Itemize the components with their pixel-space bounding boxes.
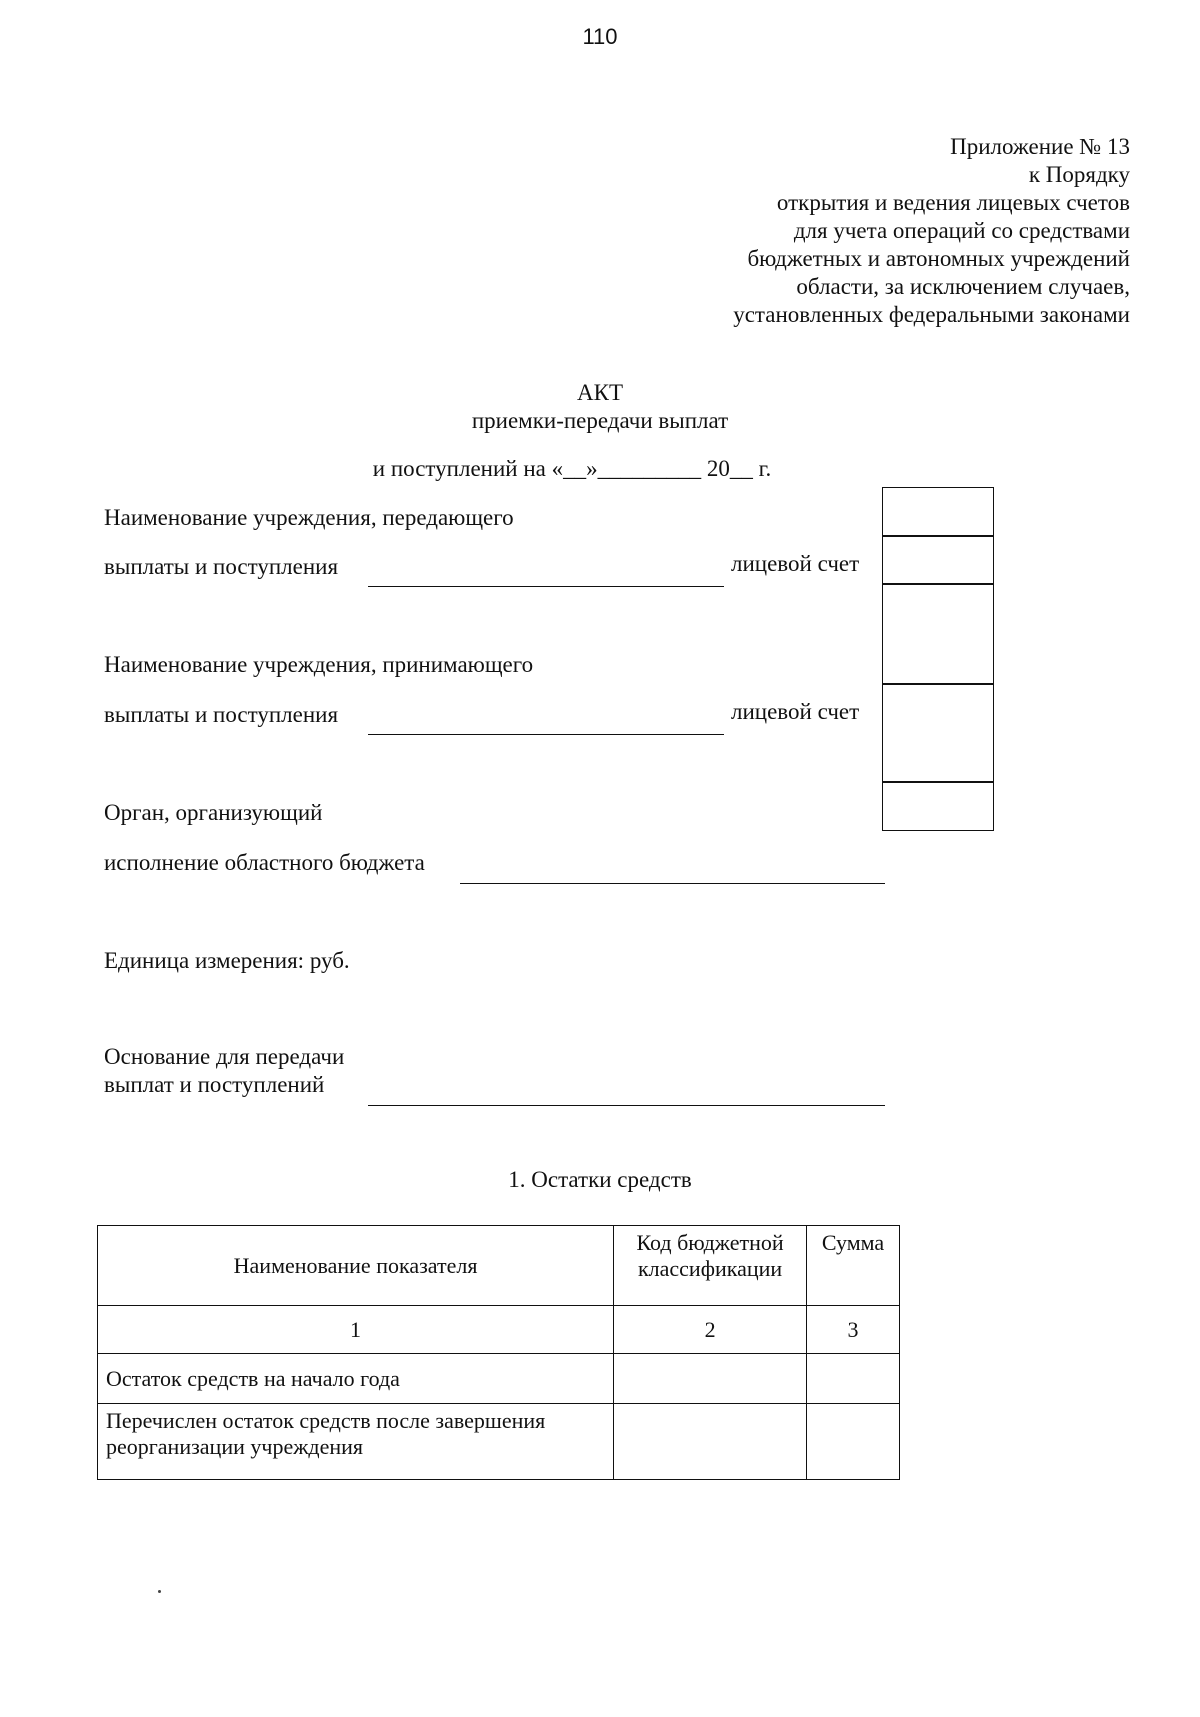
receiving-label-cont: выплаты и поступления [104, 702, 339, 727]
document-title: АКТ [577, 380, 623, 405]
header-budget-code: Код бюджетной классификации [614, 1226, 807, 1306]
column-number: 2 [614, 1306, 807, 1354]
code-box[interactable] [882, 487, 994, 537]
transferring-label: Наименование учреждения, передающего [104, 505, 514, 530]
header-indicator: Наименование показателя [98, 1226, 614, 1306]
appendix-line: к Порядку [1028, 162, 1130, 187]
appendix-line: открытия и ведения лицевых счетов [776, 190, 1130, 215]
appendix-line: области, за исключением случаев, [796, 274, 1130, 299]
balances-table [97, 1225, 900, 1480]
scan-speck [158, 1590, 161, 1593]
organ-label: Орган, организующий [104, 800, 323, 825]
organ-name-field[interactable] [460, 883, 885, 884]
basis-label: Основание для передачи [104, 1044, 345, 1069]
receiving-label: Наименование учреждения, принимающего [104, 652, 534, 677]
unit-label: Единица измерения: руб. [104, 948, 350, 973]
table-header-row [98, 1226, 900, 1306]
account-label: лицевой счет [731, 551, 860, 576]
column-number: 1 [98, 1306, 614, 1354]
header-sum: Сумма [807, 1226, 900, 1306]
account-box-transferring[interactable] [882, 535, 994, 585]
appendix-reference [733, 133, 1130, 329]
row-budget-code-cell[interactable] [614, 1404, 807, 1480]
appendix-line: установленных федеральными законами [733, 302, 1130, 327]
table-number-row [98, 1306, 900, 1354]
table-row [98, 1404, 900, 1480]
document-date-line: и поступлений на «__»_________ 20__ г. [372, 456, 772, 481]
receiving-name-field[interactable] [368, 734, 724, 735]
transferring-label-cont: выплаты и поступления [104, 554, 339, 579]
appendix-line: для учета операций со средствами [793, 218, 1130, 243]
transferring-name-field[interactable] [368, 586, 724, 587]
column-number: 3 [807, 1306, 900, 1354]
basis-field[interactable] [368, 1105, 885, 1106]
appendix-line: бюджетных и автономных учреждений [747, 246, 1130, 271]
code-box-organ[interactable] [882, 781, 994, 831]
appendix-line: Приложение № 13 [950, 134, 1130, 159]
table-row [98, 1354, 900, 1404]
section-title: 1. Остатки средств [508, 1167, 692, 1192]
page-number: 110 [582, 24, 618, 49]
row-sum-cell[interactable] [807, 1354, 900, 1404]
document-subtitle: приемки-передачи выплат [471, 408, 729, 433]
organ-label-cont: исполнение областного бюджета [104, 850, 425, 875]
row-sum-cell[interactable] [807, 1404, 900, 1480]
account-label: лицевой счет [731, 699, 860, 724]
row-indicator: Перечислен остаток средств после завершения реорганизации учреждения [98, 1404, 614, 1480]
row-indicator: Остаток средств на начало года [98, 1354, 614, 1404]
basis-label-cont: выплат и поступлений [104, 1072, 325, 1097]
row-budget-code-cell[interactable] [614, 1354, 807, 1404]
account-box-receiving[interactable] [882, 683, 994, 783]
account-box-spacer [882, 583, 994, 685]
